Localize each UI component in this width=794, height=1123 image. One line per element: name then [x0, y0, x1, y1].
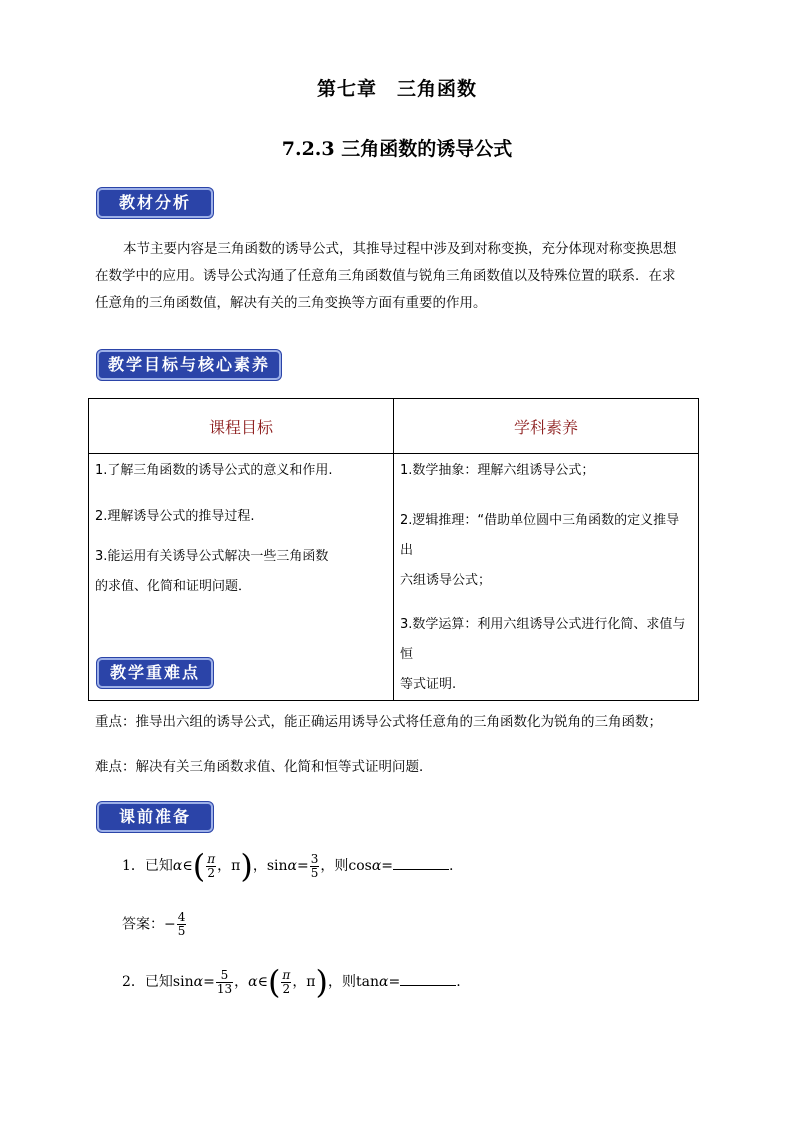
focus-text: 重点：推导出六组的诱导公式，能正确运用诱导公式将任意角的三角函数化为锐角的三角函数；: [95, 714, 662, 730]
literacy-item: 1.数学抽象：理解六组诱导公式；: [400, 463, 595, 478]
banner-analysis: 教材分析: [97, 188, 213, 218]
question-2: [122, 963, 461, 1001]
element-of-symbol: ∈: [182, 858, 193, 874]
frac-numerator: 5: [216, 969, 233, 983]
frac-denominator: 2: [282, 981, 291, 996]
literacy-item-cont: 六组诱导公式；: [400, 573, 492, 588]
section-title: 7.2.3 三角函数的诱导公式: [281, 138, 513, 160]
tan-label: tan: [356, 974, 379, 990]
right-paren: ): [240, 847, 253, 885]
header-core-literacy: 学科素养: [394, 399, 699, 454]
core-literacy-cell: [394, 454, 699, 701]
frac-numerator: π: [282, 967, 291, 982]
question-1: [122, 847, 454, 885]
alpha-symbol: α: [287, 858, 297, 874]
separator: ，: [252, 858, 267, 874]
alpha-symbol: α: [172, 858, 183, 874]
literacy-item-cont: 等式证明.: [400, 677, 457, 692]
banner-goals: 教学目标与核心素养: [97, 350, 281, 380]
goals-table: [88, 398, 699, 701]
left-paren: (: [192, 847, 206, 885]
equals-sign: =: [381, 858, 394, 874]
frac-numerator: π: [207, 851, 216, 866]
alpha-symbol: α: [193, 974, 204, 990]
period: .: [456, 974, 461, 990]
then-text: ，则: [328, 974, 356, 990]
literacy-item: 3.数学运算：利用六组诱导公式进行化简、求值与恒: [400, 617, 686, 662]
frac-denominator: 5: [310, 865, 319, 880]
sin-label: sin: [266, 858, 288, 874]
fraction-pi-over-2: [281, 969, 291, 996]
fraction-5-over-13: [216, 969, 233, 996]
frac-denominator: 5: [177, 924, 186, 938]
right-paren: ): [315, 963, 328, 1001]
cos-label: cos: [348, 858, 372, 874]
goal-item: 2.理解诱导公式的推导过程.: [95, 509, 255, 524]
answer-label: 答案：: [122, 916, 164, 933]
analysis-line: 在数学中的应用。诱导公式沟通了任意角三角函数值与锐角三角函数值以及特殊位置的联系．在求: [95, 268, 676, 284]
analysis-line: 任意角的三角函数值，解决有关的三角变换等方面有重要的作用。: [95, 295, 487, 311]
analysis-line: 本节主要内容是三角函数的诱导公式，其推导过程中涉及到对称变换，充分体现对称变换思想: [123, 241, 677, 257]
equals-sign: =: [296, 858, 309, 874]
frac-numerator: 4: [177, 910, 186, 924]
interval-end: ，π: [292, 974, 316, 990]
goal-item-cont: 的求值、化简和证明问题．: [95, 579, 252, 594]
answer-blank: [393, 857, 449, 870]
alpha-symbol: α: [248, 974, 258, 990]
then-text: ，则: [320, 858, 349, 874]
goal-item: 1.了解三角函数的诱导公式的意义和作用.: [95, 463, 333, 478]
minus-sign: −: [164, 916, 176, 933]
separator: ，: [234, 974, 249, 990]
frac-denominator: 13: [216, 981, 233, 996]
left-paren: (: [267, 963, 281, 1001]
q1-prefix: 1．已知: [122, 858, 173, 874]
banner-preparation: 课前准备: [97, 802, 213, 832]
fraction-4-over-5: [177, 911, 187, 938]
frac-denominator: 2: [207, 865, 216, 880]
fraction-pi-over-2: [206, 853, 216, 880]
banner-key-points: 教学重难点: [97, 658, 213, 688]
fraction-3-over-5: [310, 853, 320, 880]
answer-1: [122, 911, 187, 938]
goals-header-row: [89, 399, 699, 454]
sin-label: sin: [172, 974, 194, 990]
q2-prefix: 2．已知: [122, 974, 173, 990]
period: .: [449, 858, 454, 874]
interval-end: ，π: [217, 858, 241, 874]
goal-item: 3.能运用有关诱导公式解决一些三角函数: [95, 549, 329, 564]
analysis-paragraph: [95, 236, 702, 317]
difficulty-text: 难点：解决有关三角函数求值、化简和恒等式证明问题．: [95, 759, 433, 775]
equals-sign: =: [388, 974, 401, 990]
alpha-symbol: α: [371, 858, 382, 874]
element-of-symbol: ∈: [257, 974, 268, 990]
alpha-symbol: α: [379, 974, 389, 990]
answer-blank: [400, 973, 456, 986]
literacy-item: 2.逻辑推理：“借助单位圆中三角函数的定义推导出: [400, 513, 680, 558]
header-course-goals: 课程目标: [89, 399, 394, 454]
chapter-title: 第七章 三角函数: [316, 78, 477, 100]
frac-numerator: 3: [310, 851, 319, 866]
equals-sign: =: [203, 974, 215, 990]
